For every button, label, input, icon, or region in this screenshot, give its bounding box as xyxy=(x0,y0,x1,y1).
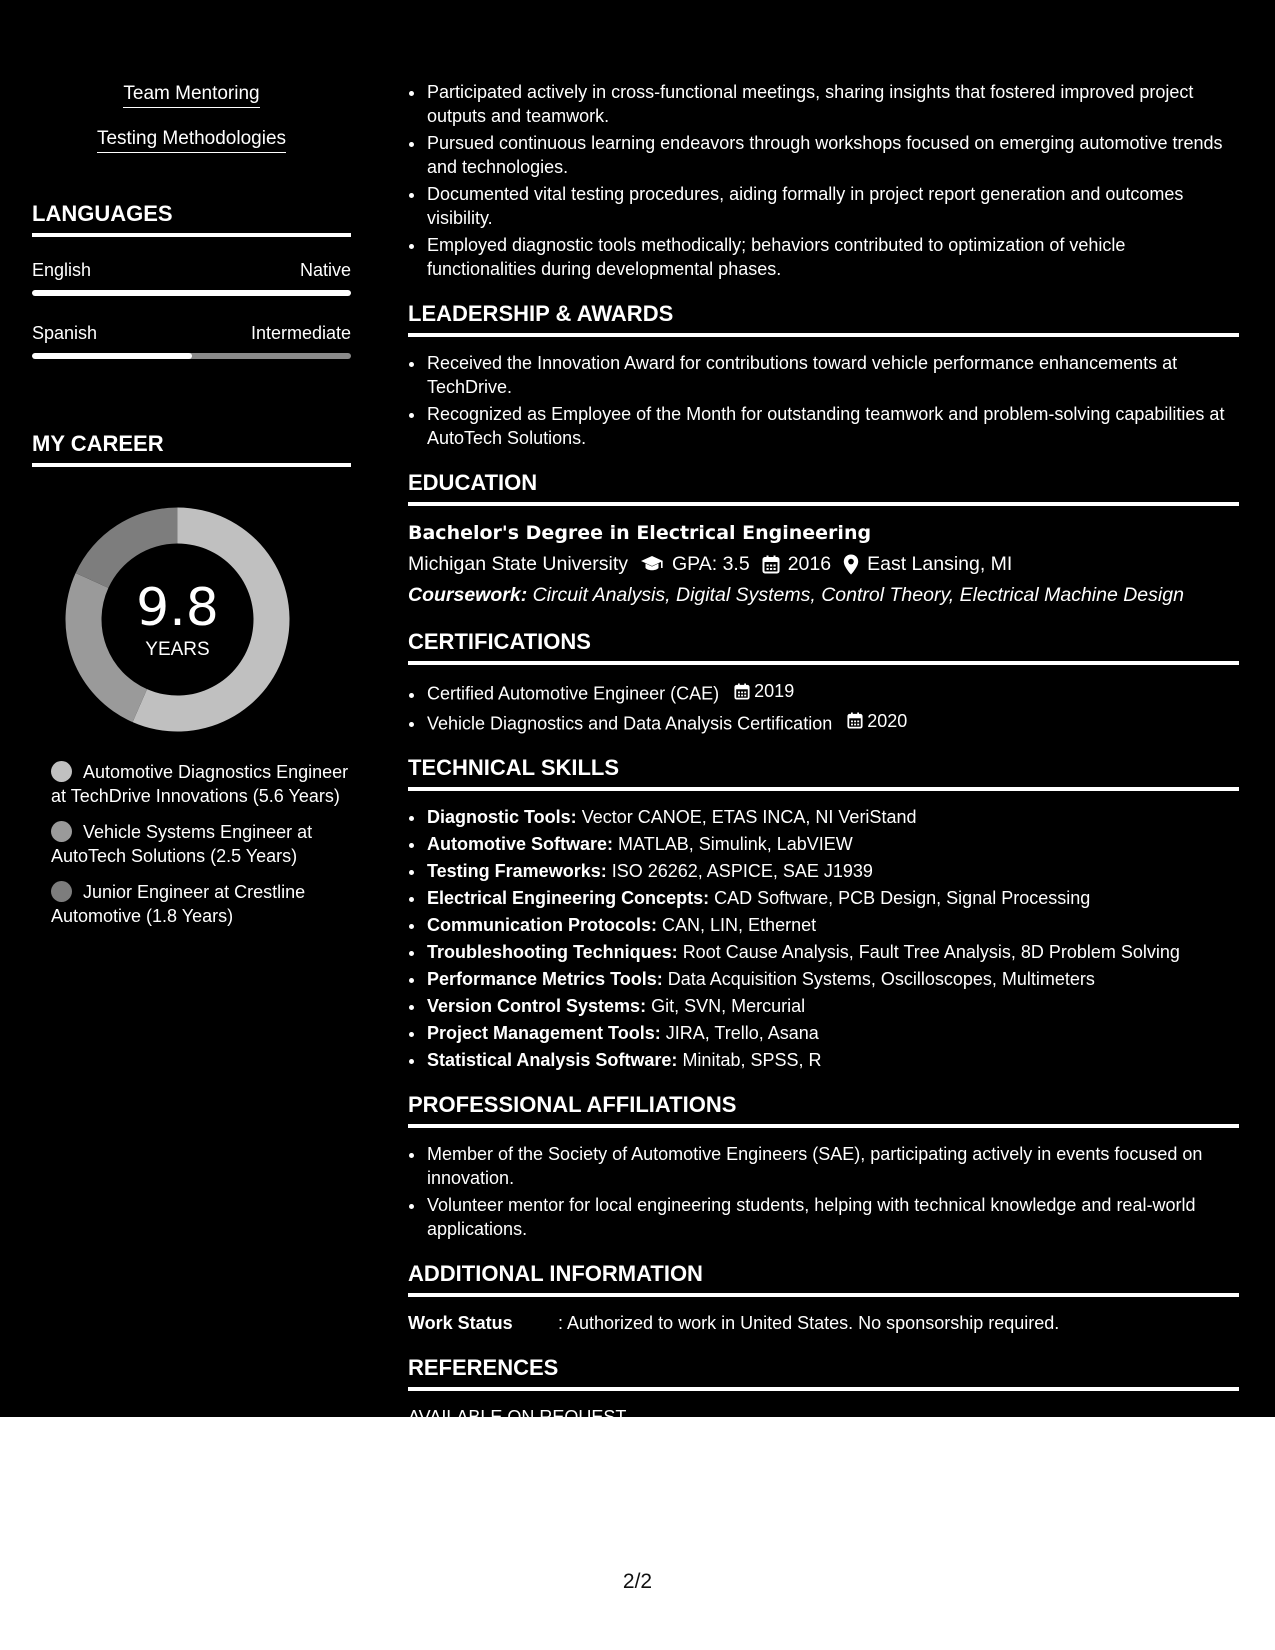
career-role-text: Automotive Diagnostics Engineer at TechDrive Innovations (5.6 Years) xyxy=(51,762,349,806)
affiliation-bullet: • Volunteer mentor for local engineering students, helping with technical knowledge and real-world applications. xyxy=(426,1193,1239,1241)
career-role-list xyxy=(32,760,351,928)
work-status-value: : Authorized to work in United States. No sponsorship required. xyxy=(558,1313,1060,1333)
leadership-bullet: • Recognized as Employee of the Month for outstanding teamwork and problem-solving capabilities at AutoTech Solutions. xyxy=(426,402,1239,450)
legend-dot-icon xyxy=(51,821,72,842)
career-total-value: 9.8 xyxy=(136,578,219,638)
legend-dot-icon xyxy=(51,761,72,782)
calendar-icon xyxy=(734,683,750,700)
language-level: Native xyxy=(299,260,351,280)
language-proficiency-fill xyxy=(32,353,192,359)
education-school: Michigan State University xyxy=(408,553,629,575)
page-number: 2/2 xyxy=(622,1570,653,1593)
calendar-icon xyxy=(847,712,863,729)
references-heading: REFERENCES xyxy=(408,1355,1239,1391)
work-status-label: Work Status xyxy=(408,1313,513,1333)
leadership-bullet: • Received the Innovation Award for contributions toward vehicle performance enhancements at TechDrive. xyxy=(426,351,1239,399)
technical-skill-name: Statistical Analysis Software: xyxy=(427,1050,678,1070)
certification-item xyxy=(426,709,1239,736)
technical-skill-item xyxy=(426,1021,1239,1045)
technical-skill-item xyxy=(426,859,1239,883)
technical-skills-list xyxy=(408,805,1239,1072)
certification-year: 2020 xyxy=(867,710,908,731)
technical-skill-name: Project Management Tools: xyxy=(427,1023,661,1043)
technical-skill-name: Electrical Engineering Concepts: xyxy=(427,888,710,908)
work-status-row xyxy=(408,1311,1239,1335)
certifications-list xyxy=(408,679,1239,735)
technical-skill-value: JIRA, Trello, Asana xyxy=(665,1023,819,1043)
left-column xyxy=(32,82,351,940)
technical-skill-value: Vector CANOE, ETAS INCA, NI VeriStand xyxy=(581,807,917,827)
affiliations-list xyxy=(408,1142,1239,1241)
technical-skill-item xyxy=(426,967,1239,991)
skill-link-team-mentoring[interactable]: Team Mentoring xyxy=(123,82,259,108)
language-name: Spanish xyxy=(32,323,98,343)
leadership-heading: LEADERSHIP & AWARDS xyxy=(408,301,1239,337)
career-donut-segment-2 xyxy=(65,573,147,722)
technical-skill-name: Automotive Software: xyxy=(427,834,614,854)
certification-name: Certified Automotive Engineer (CAE) xyxy=(427,683,720,704)
technical-skill-value: Minitab, SPSS, R xyxy=(682,1050,822,1070)
career-role-text: Junior Engineer at Crestline Automotive (1.8 Years) xyxy=(51,882,306,926)
languages-heading: LANGUAGES xyxy=(32,201,351,237)
technical-skill-item xyxy=(426,832,1239,856)
coursework-label: Coursework: xyxy=(408,584,528,606)
education-meta xyxy=(408,550,1239,578)
technical-skill-name: Performance Metrics Tools: xyxy=(427,969,663,989)
career-donut-chart xyxy=(65,507,290,732)
right-column xyxy=(408,80,1239,1429)
references-text: AVAILABLE ON REQUEST xyxy=(408,1407,627,1427)
education-location: East Lansing, MI xyxy=(867,553,1013,575)
career-role-item xyxy=(51,760,351,808)
technical-skill-name: Communication Protocols: xyxy=(427,915,658,935)
experience-bullet: • Pursued continuous learning endeavors through workshops focused on emerging automotive trends and technologies. xyxy=(426,131,1239,179)
technical-skill-item xyxy=(426,994,1239,1018)
technical-skill-item xyxy=(426,886,1239,910)
affiliations-heading: PROFESSIONAL AFFILIATIONS xyxy=(408,1092,1239,1128)
certification-name: Vehicle Diagnostics and Data Analysis Certification xyxy=(427,713,833,733)
certification-year: 2019 xyxy=(754,681,795,701)
technical-skill-value: Data Acquisition Systems, Oscilloscopes, Multimeters xyxy=(667,969,1095,989)
experience-bullet: • Documented vital testing procedures, aiding formally in project report generation and outcomes visibility. xyxy=(426,182,1239,230)
education-year: 2016 xyxy=(787,553,832,575)
legend-dot-icon xyxy=(51,881,72,902)
experience-bullet-list xyxy=(408,80,1239,281)
education-heading: EDUCATION xyxy=(408,470,1239,506)
graduation-cap-icon xyxy=(640,555,664,573)
language-proficiency-bar xyxy=(32,290,351,296)
education-coursework xyxy=(408,581,1239,609)
technical-skill-item xyxy=(426,1048,1239,1072)
certifications-heading: CERTIFICATIONS xyxy=(408,629,1239,665)
technical-skill-name: Diagnostic Tools: xyxy=(427,807,577,827)
language-proficiency-bar xyxy=(32,353,351,359)
technical-skill-name: Version Control Systems: xyxy=(427,996,647,1016)
technical-skill-value: CAN, LIN, Ethernet xyxy=(662,915,817,935)
education-gpa: GPA: 3.5 xyxy=(672,553,750,575)
technical-skill-name: Troubleshooting Techniques: xyxy=(427,942,678,962)
skill-link-testing-methodologies[interactable]: Testing Methodologies xyxy=(97,127,286,153)
language-row-english xyxy=(32,259,351,296)
education-degree: Bachelor's Degree in Electrical Engineering xyxy=(408,522,872,544)
technical-skill-item xyxy=(426,940,1239,964)
language-row-spanish xyxy=(32,322,351,359)
career-role-text: Vehicle Systems Engineer at AutoTech Solutions (2.5 Years) xyxy=(51,822,313,866)
career-donut-segment-3 xyxy=(76,508,178,588)
technical-skill-value: Root Cause Analysis, Fault Tree Analysis, 8D Problem Solving xyxy=(682,942,1180,962)
leadership-list xyxy=(408,351,1239,450)
coursework-list: Circuit Analysis, Digital Systems, Control Theory, Electrical Machine Design xyxy=(532,584,1184,606)
technical-skill-item xyxy=(426,913,1239,937)
experience-bullet: • Employed diagnostic tools methodically; behaviors contributed to optimization of vehicle functionalities during developmental phases. xyxy=(426,233,1239,281)
technical-skill-value: Git, SVN, Mercurial xyxy=(651,996,806,1016)
language-name: English xyxy=(32,260,92,280)
technical-skill-name: Testing Frameworks: xyxy=(427,861,607,881)
calendar-icon xyxy=(762,555,780,574)
language-level: Intermediate xyxy=(250,323,351,343)
experience-bullet: • Participated actively in cross-functional meetings, sharing insights that fostered improved project outputs and teamwork. xyxy=(426,80,1239,128)
career-role-item xyxy=(51,880,351,928)
technical-skill-value: ISO 26262, ASPICE, SAE J1939 xyxy=(611,861,873,881)
additional-info-heading: ADDITIONAL INFORMATION xyxy=(408,1261,1239,1297)
career-total-unit: YEARS xyxy=(145,639,210,660)
technical-skill-value: CAD Software, PCB Design, Signal Processing xyxy=(714,888,1091,908)
technical-skills-heading: TECHNICAL SKILLS xyxy=(408,755,1239,791)
location-pin-icon xyxy=(843,554,859,575)
language-proficiency-fill xyxy=(32,290,351,296)
career-heading: MY CAREER xyxy=(32,431,351,467)
career-role-item xyxy=(51,820,351,868)
technical-skill-item xyxy=(426,805,1239,829)
affiliation-bullet: • Member of the Society of Automotive Engineers (SAE), participating actively in events focused on innovation. xyxy=(426,1142,1239,1190)
certification-item xyxy=(426,679,1239,706)
technical-skill-value: MATLAB, Simulink, LabVIEW xyxy=(618,834,853,854)
